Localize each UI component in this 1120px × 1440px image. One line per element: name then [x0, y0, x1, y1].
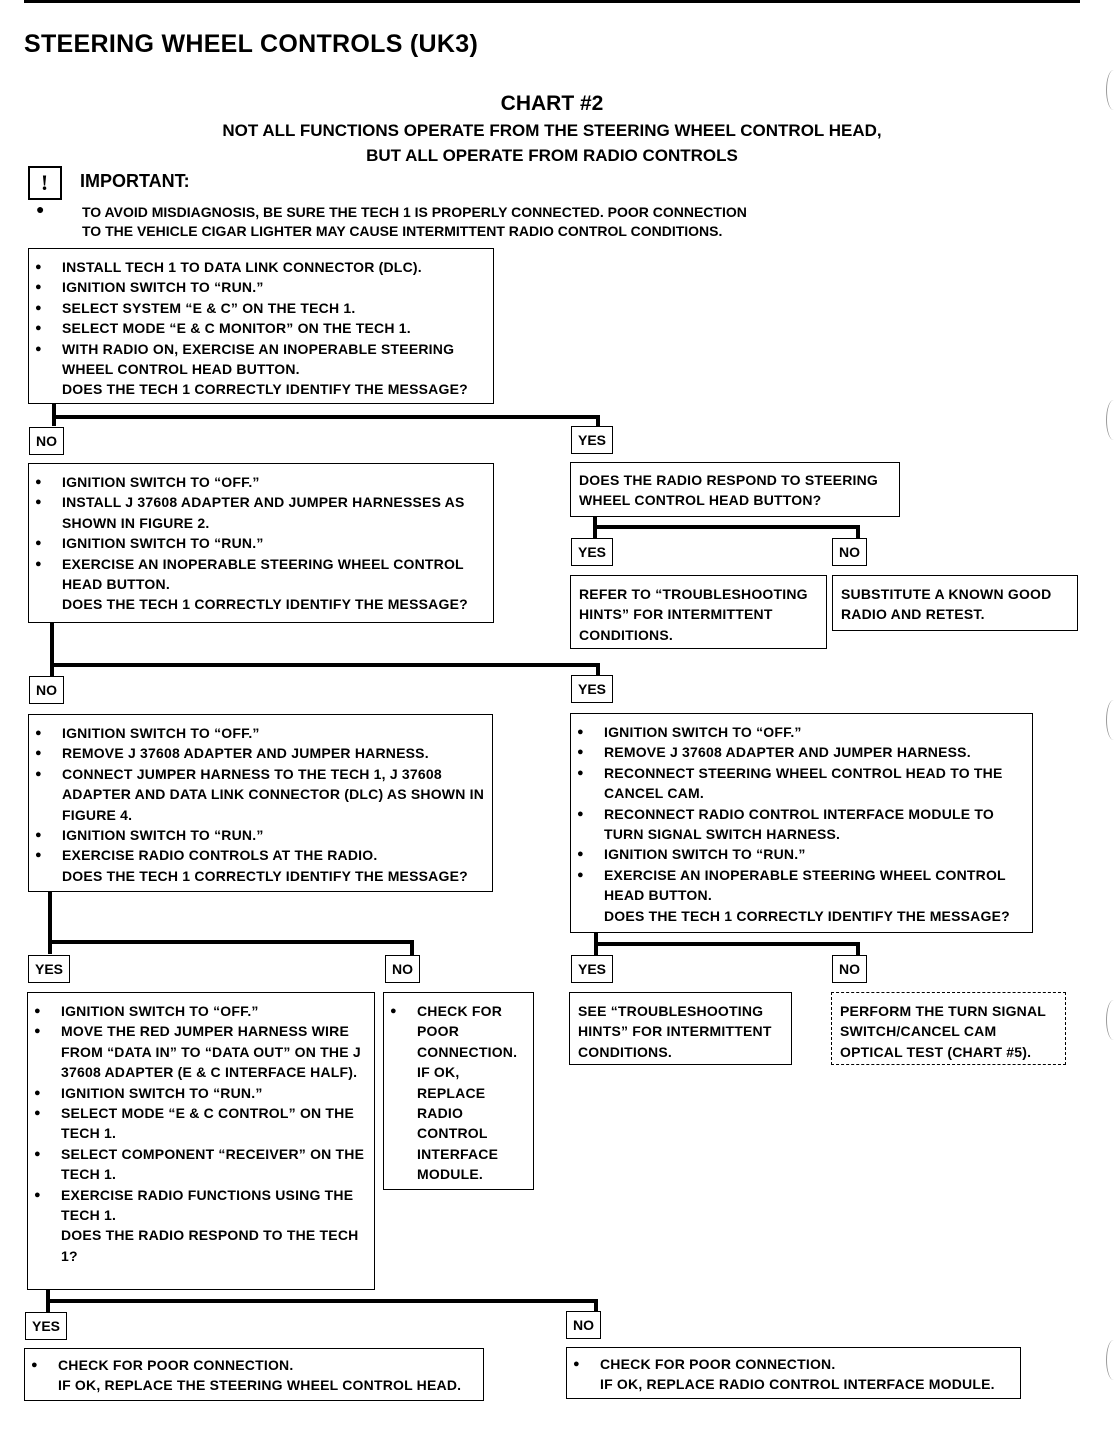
- step-13-question: IF OK, REPLACE RADIO CONTROL INTERFACE MODULE.: [600, 1376, 995, 1393]
- step-2-item: ● EXERCISE AN INOPERABLE STEERING WHEEL CONTROL HEAD BUTTON.: [29, 554, 487, 595]
- step-6-box: [28, 714, 493, 892]
- chart-title: CHART #2: [500, 92, 604, 115]
- step-2-item: ● IGNITION SWITCH TO “RUN.”: [29, 533, 487, 553]
- step-4-text: REFER TO “TROUBLESHOOTING HINTS” FOR INTERMITTENT CONDITIONS.: [579, 586, 808, 643]
- connector-s8: [48, 1290, 596, 1312]
- step-7-item: ● REMOVE J 37608 ADAPTER AND JUMPER HARNESS.: [571, 742, 1028, 762]
- step-1-item: ● INSTALL TECH 1 TO DATA LINK CONNECTOR (DLC).: [29, 257, 487, 277]
- connector-s1: [54, 404, 598, 428]
- important-bullet: ●: [36, 201, 45, 217]
- step-8-list: [28, 1001, 370, 1225]
- step-6-item: ● REMOVE J 37608 ADAPTER AND JUMPER HARNESS.: [29, 743, 486, 763]
- step-13-item: ● CHECK FOR POOR CONNECTION.: [567, 1354, 1016, 1374]
- page-title: STEERING WHEEL CONTROLS (UK3): [24, 30, 479, 58]
- step-8-item: ● IGNITION SWITCH TO “OFF.”: [28, 1001, 370, 1021]
- step-8-item: ● SELECT COMPONENT “RECEIVER” ON THE TECH 1.: [28, 1144, 370, 1185]
- step-5-text: SUBSTITUTE A KNOWN GOOD RADIO AND RETEST.: [841, 586, 1052, 623]
- step-1-list: [29, 257, 487, 379]
- step-1-item: ● WITH RADIO ON, EXERCISE AN INOPERABLE STEERING WHEEL CONTROL HEAD BUTTON.: [29, 339, 487, 380]
- step-8-item: ● SELECT MODE “E & C CONTROL” ON THE TECH 1.: [28, 1103, 370, 1144]
- yes-label: YES: [28, 955, 70, 983]
- step-12-box: [24, 1348, 484, 1401]
- important-line-2: TO THE VEHICLE CIGAR LIGHTER MAY CAUSE INTERMITTENT RADIO CONTROL CONDITIONS.: [82, 223, 723, 239]
- step-6-list: [29, 723, 486, 866]
- no-label: NO: [29, 676, 64, 704]
- important-label: IMPORTANT:: [80, 171, 190, 191]
- step-12-question: IF OK, REPLACE THE STEERING WHEEL CONTROL HEAD.: [58, 1377, 462, 1394]
- step-10-text: SEE “TROUBLESHOOTING HINTS” FOR INTERMITTENT CONDITIONS.: [578, 1003, 772, 1060]
- step-7-list: [571, 722, 1028, 906]
- step-2-list: [29, 472, 487, 594]
- yes-label: YES: [571, 538, 613, 566]
- step-7-item: ● EXERCISE AN INOPERABLE STEERING WHEEL CONTROL HEAD BUTTON.: [571, 865, 1028, 906]
- important-line-1: TO AVOID MISDIAGNOSIS, BE SURE THE TECH 1 IS PROPERLY CONNECTED. POOR CONNECTION: [82, 204, 747, 220]
- step-3-question: DOES THE RADIO RESPOND TO STEERING WHEEL CONTROL HEAD BUTTON?: [579, 472, 879, 509]
- step-8-item: ● EXERCISE RADIO FUNCTIONS USING THE TECH 1.: [28, 1185, 370, 1226]
- step-2-item: ● INSTALL J 37608 ADAPTER AND JUMPER HARNESSES AS SHOWN IN FIGURE 2.: [29, 492, 487, 533]
- step-2-box: [28, 463, 494, 623]
- step-6-question: DOES THE TECH 1 CORRECTLY IDENTIFY THE MESSAGE?: [62, 867, 468, 884]
- step-1-item: ● IGNITION SWITCH TO “RUN.”: [29, 277, 487, 297]
- yes-label: YES: [571, 426, 613, 454]
- no-label: NO: [832, 538, 867, 566]
- step-8-item: ● MOVE THE RED JUMPER HARNESS WIRE FROM “DATA IN” TO “DATA OUT” ON THE J 37608 ADAPTER (E & C INTERFACE HALF).: [28, 1021, 370, 1082]
- step-4-box: [570, 575, 827, 649]
- yes-label: YES: [571, 955, 613, 983]
- no-label: NO: [566, 1311, 601, 1339]
- connector-s3: [595, 517, 858, 538]
- step-9-item: ● CHECK FOR POOR CONNECTION. IF OK, REPLACE RADIO CONTROL INTERFACE MODULE.: [384, 1001, 529, 1185]
- step-2-question: DOES THE TECH 1 CORRECTLY IDENTIFY THE MESSAGE?: [62, 596, 468, 613]
- step-12-list: [25, 1355, 479, 1375]
- step-9-box: [383, 992, 534, 1190]
- step-11-box: [831, 992, 1066, 1065]
- chart-subtitle-line-2: BUT ALL OPERATE FROM RADIO CONTROLS: [366, 146, 738, 165]
- step-7-item: ● RECONNECT RADIO CONTROL INTERFACE MODULE TO TURN SIGNAL SWITCH HARNESS.: [571, 804, 1028, 845]
- step-6-item: ● CONNECT JUMPER HARNESS TO THE TECH 1, J 37608 ADAPTER AND DATA LINK CONNECTOR (DLC) AS SHOWN IN FIGURE 4.: [29, 764, 486, 825]
- step-10-box: [569, 992, 792, 1065]
- step-6-item: ● IGNITION SWITCH TO “OFF.”: [29, 723, 486, 743]
- no-label: NO: [832, 955, 867, 983]
- yes-label: YES: [571, 675, 613, 703]
- exclamation-glyph: !: [40, 170, 49, 195]
- no-label: NO: [29, 427, 64, 455]
- step-8-box: [27, 992, 375, 1290]
- step-8-item: ● IGNITION SWITCH TO “RUN.”: [28, 1083, 370, 1103]
- step-12-item: ● CHECK FOR POOR CONNECTION.: [25, 1355, 479, 1375]
- step-2-item: ● IGNITION SWITCH TO “OFF.”: [29, 472, 487, 492]
- connector-s7: [596, 933, 858, 956]
- step-5-box: [832, 575, 1078, 631]
- step-8-question: DOES THE RADIO RESPOND TO THE TECH 1?: [61, 1227, 359, 1264]
- step-1-item: ● SELECT MODE “E & C MONITOR” ON THE TECH 1.: [29, 318, 487, 338]
- connector-s2: [52, 623, 598, 676]
- step-7-box: [570, 713, 1033, 933]
- step-6-item: ● IGNITION SWITCH TO “RUN.”: [29, 825, 486, 845]
- step-3-box: [570, 462, 900, 517]
- step-13-list: [567, 1354, 1016, 1374]
- step-7-question: DOES THE TECH 1 CORRECTLY IDENTIFY THE MESSAGE?: [604, 907, 1010, 924]
- step-1-question: DOES THE TECH 1 CORRECTLY IDENTIFY THE MESSAGE?: [62, 381, 468, 398]
- step-13-box: [566, 1347, 1021, 1399]
- step-7-item: ● IGNITION SWITCH TO “OFF.”: [571, 722, 1028, 742]
- step-6-item: ● EXERCISE RADIO CONTROLS AT THE RADIO.: [29, 845, 486, 865]
- step-1-item: ● SELECT SYSTEM “E & C” ON THE TECH 1.: [29, 298, 487, 318]
- step-7-item: ● IGNITION SWITCH TO “RUN.”: [571, 844, 1028, 864]
- yes-label: YES: [25, 1312, 67, 1340]
- step-7-item: ● RECONNECT STEERING WHEEL CONTROL HEAD TO THE CANCEL CAM.: [571, 763, 1028, 804]
- chart-subtitle-line-1: NOT ALL FUNCTIONS OPERATE FROM THE STEERING WHEEL CONTROL HEAD,: [222, 121, 882, 140]
- no-label: NO: [385, 955, 420, 983]
- connector-s6: [50, 892, 412, 956]
- step-1-box: [28, 248, 494, 404]
- step-11-text: PERFORM THE TURN SIGNAL SWITCH/CANCEL CAM OPTICAL TEST (CHART #5).: [840, 1003, 1046, 1060]
- step-9-list: [384, 1001, 529, 1185]
